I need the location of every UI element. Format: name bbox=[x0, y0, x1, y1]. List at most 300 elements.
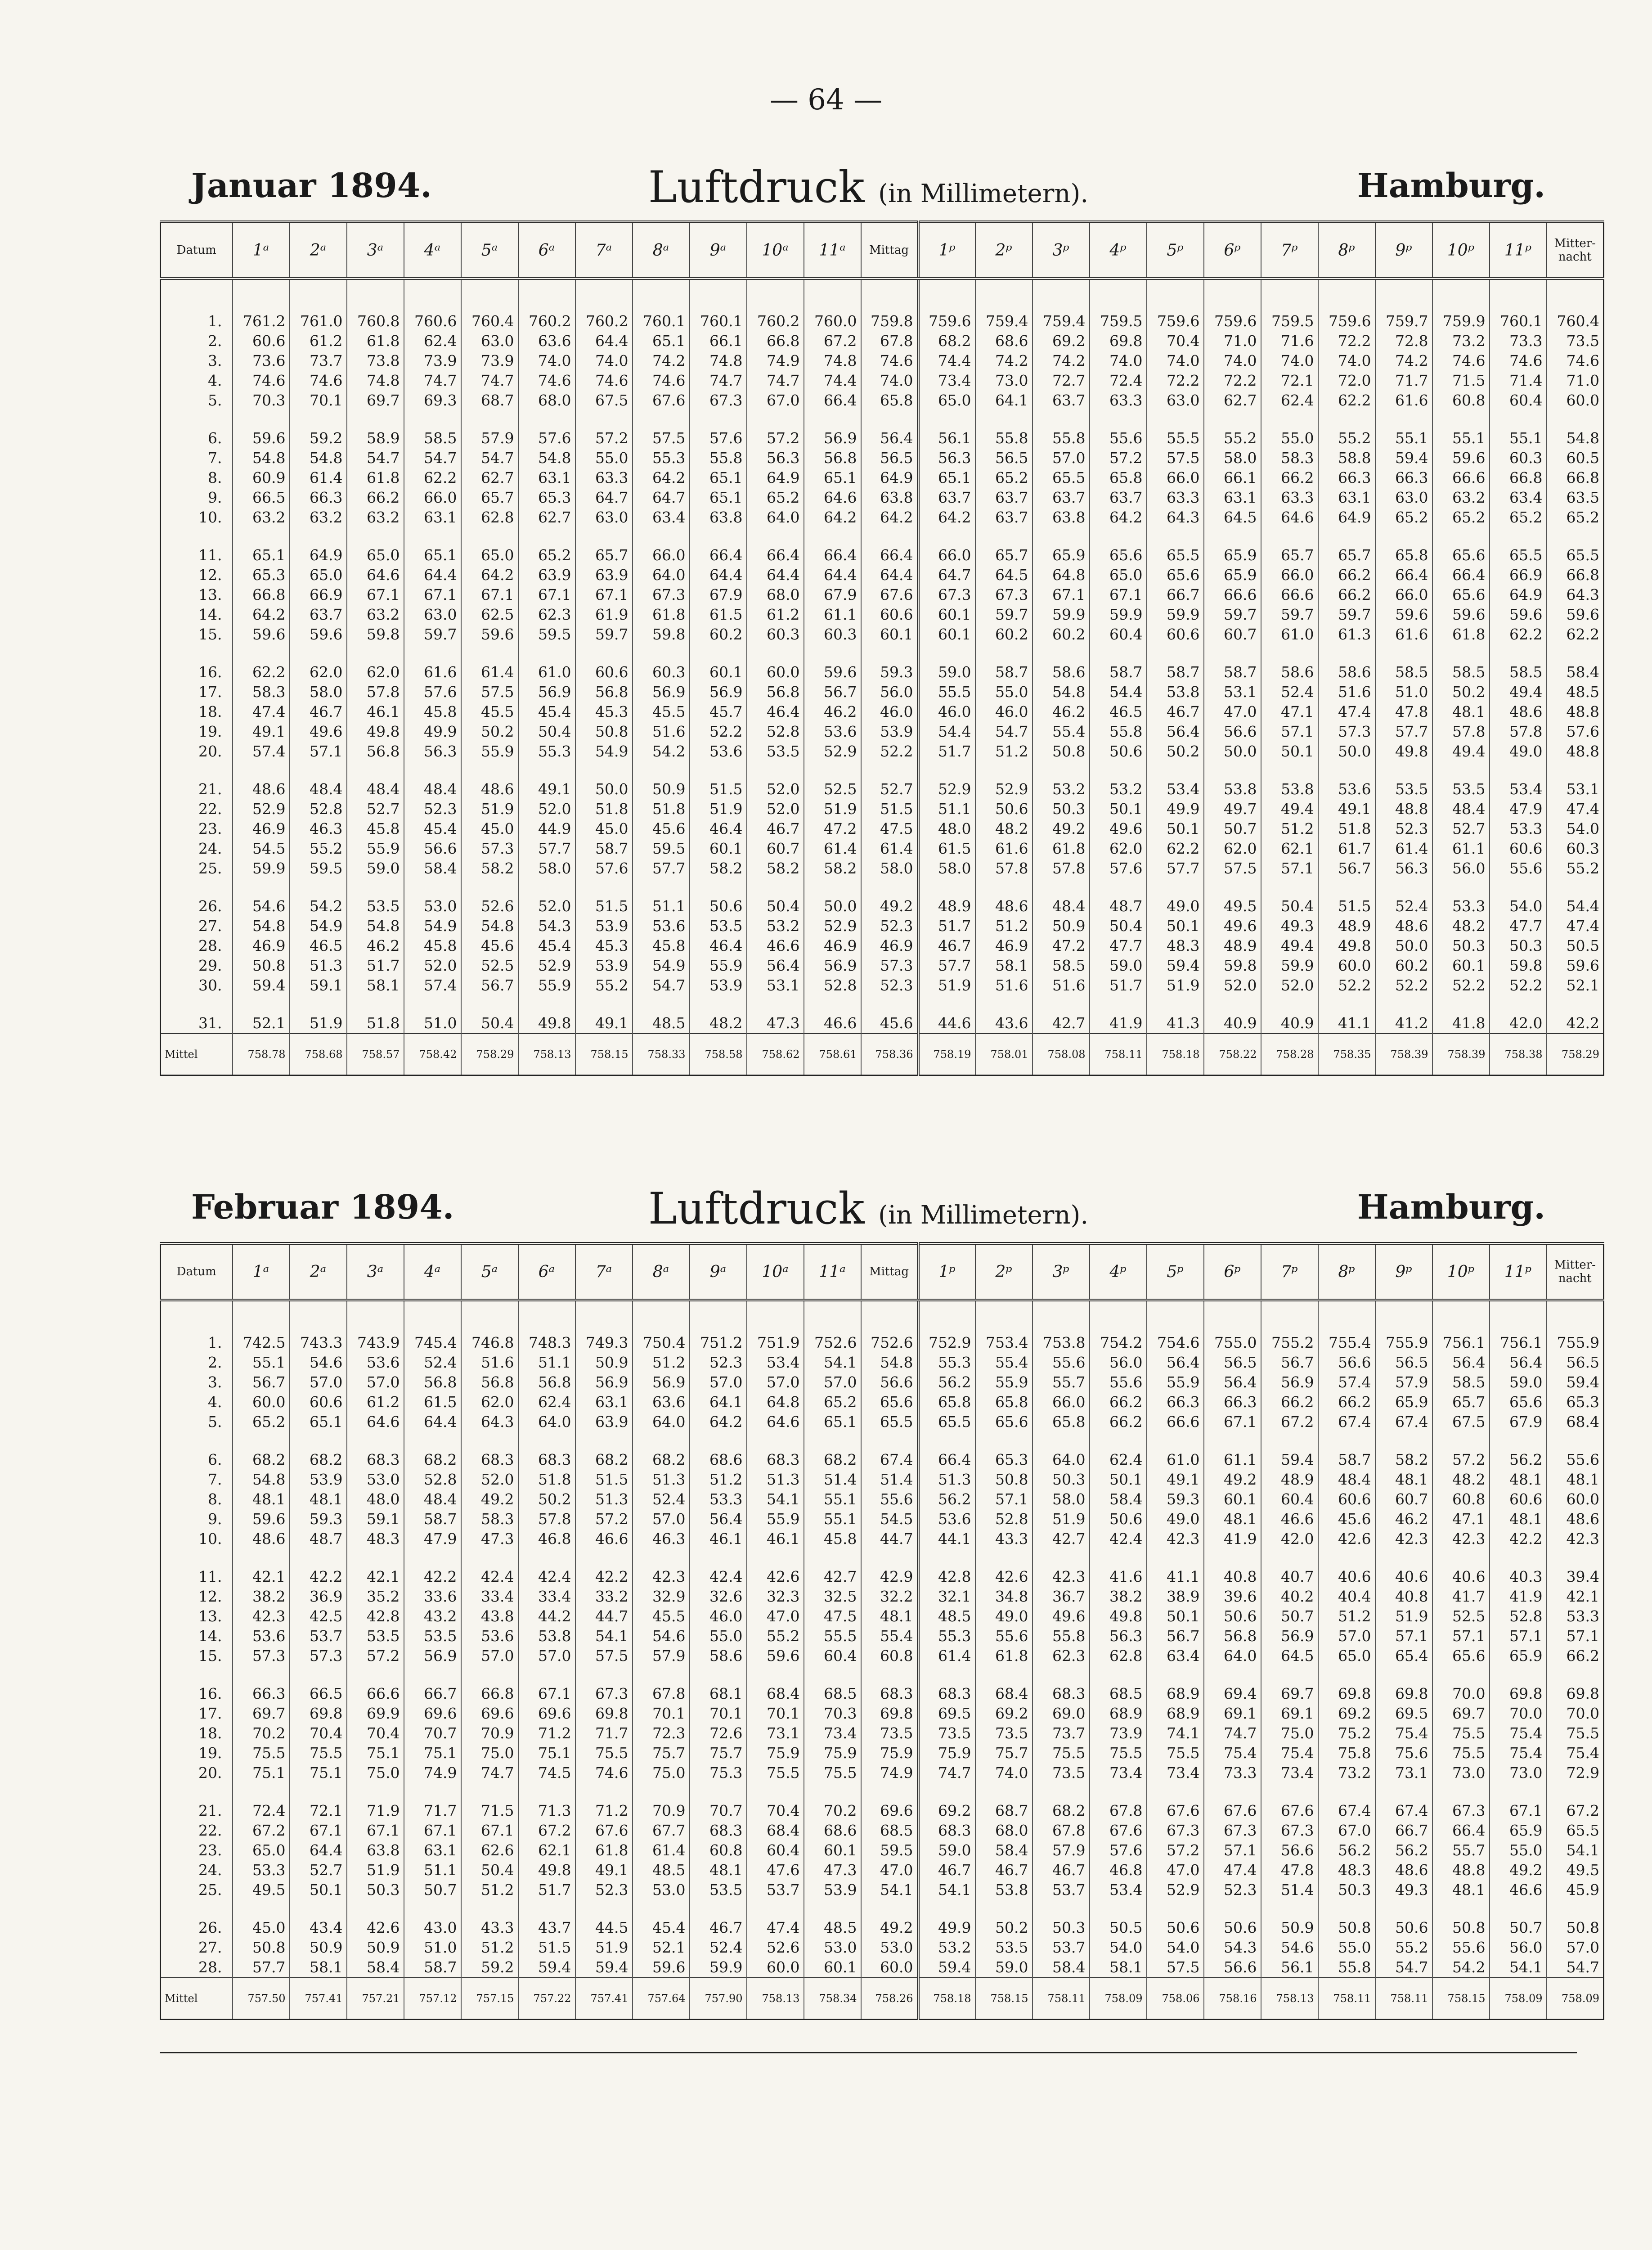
pressure-cell: 66.7 bbox=[1375, 1821, 1432, 1840]
pressure-cell: 43.3 bbox=[461, 1900, 518, 1938]
pressure-cell: 45.4 bbox=[518, 936, 575, 956]
day-cell: 26. bbox=[161, 878, 233, 916]
pressure-cell: 59.6 bbox=[1490, 605, 1547, 625]
pressure-cell: 53.5 bbox=[1432, 761, 1490, 799]
pressure-cell: 60.0 bbox=[1547, 391, 1604, 410]
pressure-cell: 53.2 bbox=[1032, 761, 1090, 799]
pressure-cell: 45.7 bbox=[690, 702, 747, 722]
pressure-cell: 57.7 bbox=[233, 1958, 290, 1978]
january-heading bbox=[160, 158, 1577, 212]
pressure-cell: 46.9 bbox=[233, 936, 290, 956]
pressure-cell: 70.1 bbox=[747, 1704, 804, 1724]
pressure-cell: 64.3 bbox=[1147, 508, 1204, 527]
pressure-cell: 66.2 bbox=[347, 488, 404, 508]
pressure-cell: 760.1 bbox=[1490, 279, 1547, 331]
pressure-cell: 41.6 bbox=[1090, 1549, 1147, 1587]
pressure-cell: 68.1 bbox=[690, 1666, 747, 1704]
january-section bbox=[160, 158, 1599, 1076]
table-row bbox=[161, 859, 1604, 878]
pressure-cell: 46.9 bbox=[861, 936, 918, 956]
pressure-cell: 66.6 bbox=[1432, 468, 1490, 488]
pressure-cell: 67.3 bbox=[575, 1666, 633, 1704]
pressure-cell: 74.7 bbox=[1204, 1724, 1261, 1743]
pressure-cell: 67.3 bbox=[1432, 1783, 1490, 1821]
pressure-cell: 69.1 bbox=[1261, 1704, 1318, 1724]
pressure-cell: 40.6 bbox=[1375, 1549, 1432, 1587]
pressure-cell: 53.8 bbox=[1204, 761, 1261, 799]
mean-cell: 758.22 bbox=[1204, 1034, 1261, 1076]
pressure-cell: 65.3 bbox=[518, 488, 575, 508]
pressure-cell: 50.4 bbox=[1090, 916, 1147, 936]
pressure-cell: 69.6 bbox=[461, 1704, 518, 1724]
pressure-cell: 52.0 bbox=[747, 799, 804, 819]
pressure-cell: 74.6 bbox=[233, 371, 290, 391]
pressure-cell: 65.2 bbox=[747, 488, 804, 508]
pressure-cell: 45.0 bbox=[233, 1900, 290, 1938]
pressure-cell: 73.0 bbox=[975, 371, 1032, 391]
pressure-cell: 67.6 bbox=[575, 1821, 633, 1840]
pressure-cell: 42.3 bbox=[1432, 1529, 1490, 1549]
pressure-cell: 42.3 bbox=[233, 1606, 290, 1626]
pressure-cell: 55.2 bbox=[575, 976, 633, 995]
pressure-cell: 66.4 bbox=[804, 527, 861, 565]
pressure-cell: 64.9 bbox=[1318, 508, 1375, 527]
pressure-cell: 67.1 bbox=[347, 585, 404, 605]
pressure-cell: 56.4 bbox=[1432, 1353, 1490, 1372]
mean-cell: 758.16 bbox=[1204, 1978, 1261, 2020]
day-cell: 16. bbox=[161, 644, 233, 682]
pressure-cell: 39.4 bbox=[1547, 1549, 1604, 1587]
pressure-cell: 57.2 bbox=[747, 410, 804, 448]
mean-cell: 758.08 bbox=[1032, 1034, 1090, 1076]
pressure-cell: 51.3 bbox=[633, 1470, 690, 1490]
pressure-cell: 75.4 bbox=[1547, 1743, 1604, 1763]
pressure-cell: 73.4 bbox=[804, 1724, 861, 1743]
pressure-cell: 47.1 bbox=[1261, 702, 1318, 722]
pressure-cell: 46.0 bbox=[690, 1606, 747, 1626]
table-row bbox=[161, 682, 1604, 702]
pressure-cell: 66.3 bbox=[233, 1666, 290, 1704]
pressure-cell: 70.4 bbox=[747, 1783, 804, 1821]
pressure-cell: 47.8 bbox=[1375, 702, 1432, 722]
pressure-cell: 42.9 bbox=[861, 1549, 918, 1587]
pressure-cell: 51.2 bbox=[975, 742, 1032, 761]
column-header: 4ᵖ bbox=[1090, 1243, 1147, 1300]
pressure-cell: 69.8 bbox=[1375, 1666, 1432, 1704]
pressure-cell: 45.4 bbox=[404, 819, 461, 839]
pressure-cell: 64.6 bbox=[1261, 508, 1318, 527]
pressure-cell: 74.0 bbox=[1318, 351, 1375, 371]
pressure-cell: 69.8 bbox=[1490, 1666, 1547, 1704]
pressure-cell: 755.2 bbox=[1261, 1300, 1318, 1353]
pressure-cell: 71.4 bbox=[1490, 371, 1547, 391]
pressure-cell: 68.2 bbox=[290, 1432, 347, 1470]
pressure-cell: 59.6 bbox=[233, 410, 290, 448]
header-row bbox=[161, 222, 1604, 279]
day-cell: 20. bbox=[161, 742, 233, 761]
table-row bbox=[161, 1666, 1604, 1704]
pressure-cell: 50.8 bbox=[1318, 1900, 1375, 1938]
pressure-cell: 50.1 bbox=[1261, 742, 1318, 761]
pressure-cell: 72.9 bbox=[1547, 1763, 1604, 1783]
pressure-cell: 55.0 bbox=[975, 682, 1032, 702]
pressure-cell: 67.8 bbox=[633, 1666, 690, 1704]
pressure-cell: 66.4 bbox=[747, 527, 804, 565]
mean-cell: 758.15 bbox=[975, 1978, 1032, 2020]
pressure-cell: 58.0 bbox=[290, 682, 347, 702]
pressure-cell: 51.2 bbox=[690, 1470, 747, 1490]
table-row bbox=[161, 371, 1604, 391]
pressure-cell: 57.0 bbox=[518, 1646, 575, 1666]
pressure-cell: 65.1 bbox=[404, 527, 461, 565]
pressure-cell: 62.2 bbox=[233, 644, 290, 682]
pressure-cell: 58.2 bbox=[804, 859, 861, 878]
city-label: Hamburg. bbox=[1357, 166, 1545, 205]
pressure-cell: 64.7 bbox=[575, 488, 633, 508]
pressure-cell: 50.4 bbox=[518, 722, 575, 742]
pressure-cell: 42.8 bbox=[918, 1549, 975, 1587]
pressure-cell: 72.2 bbox=[1204, 371, 1261, 391]
pressure-cell: 65.2 bbox=[1547, 508, 1604, 527]
pressure-cell: 57.3 bbox=[461, 839, 518, 859]
pressure-cell: 57.7 bbox=[633, 859, 690, 878]
pressure-cell: 59.4 bbox=[1547, 1372, 1604, 1392]
pressure-cell: 75.5 bbox=[1147, 1743, 1204, 1763]
column-header: Mittag bbox=[861, 1243, 918, 1300]
pressure-cell: 62.0 bbox=[1090, 839, 1147, 859]
pressure-cell: 65.0 bbox=[233, 1840, 290, 1860]
pressure-cell: 45.4 bbox=[518, 702, 575, 722]
mean-cell: 758.28 bbox=[1261, 1034, 1318, 1076]
pressure-cell: 48.3 bbox=[347, 1529, 404, 1549]
pressure-cell: 61.5 bbox=[918, 839, 975, 859]
pressure-cell: 50.6 bbox=[1090, 1509, 1147, 1529]
pressure-cell: 746.8 bbox=[461, 1300, 518, 1353]
pressure-cell: 60.6 bbox=[1490, 839, 1547, 859]
pressure-cell: 56.2 bbox=[1490, 1432, 1547, 1470]
day-cell: 14. bbox=[161, 605, 233, 625]
pressure-cell: 68.3 bbox=[347, 1432, 404, 1470]
pressure-cell: 74.8 bbox=[690, 351, 747, 371]
pressure-cell: 46.0 bbox=[918, 702, 975, 722]
pressure-cell: 72.8 bbox=[1375, 331, 1432, 351]
pressure-cell: 50.9 bbox=[1261, 1900, 1318, 1938]
pressure-cell: 64.3 bbox=[461, 1412, 518, 1432]
pressure-cell: 58.0 bbox=[518, 859, 575, 878]
pressure-cell: 49.1 bbox=[575, 995, 633, 1034]
pressure-cell: 51.9 bbox=[804, 799, 861, 819]
pressure-cell: 74.9 bbox=[404, 1763, 461, 1783]
pressure-cell: 57.8 bbox=[975, 859, 1032, 878]
pressure-cell: 62.4 bbox=[404, 331, 461, 351]
table-row bbox=[161, 1724, 1604, 1743]
pressure-cell: 64.6 bbox=[804, 488, 861, 508]
pressure-cell: 73.2 bbox=[1432, 331, 1490, 351]
day-cell: 23. bbox=[161, 1840, 233, 1860]
pressure-cell: 53.7 bbox=[747, 1880, 804, 1900]
pressure-cell: 57.1 bbox=[1375, 1626, 1432, 1646]
pressure-cell: 52.1 bbox=[633, 1938, 690, 1958]
pressure-cell: 75.2 bbox=[1318, 1724, 1375, 1743]
pressure-cell: 53.5 bbox=[690, 916, 747, 936]
pressure-cell: 64.7 bbox=[918, 565, 975, 585]
pressure-cell: 67.6 bbox=[1204, 1783, 1261, 1821]
pressure-cell: 74.2 bbox=[633, 351, 690, 371]
column-header: 4ᵃ bbox=[404, 1243, 461, 1300]
pressure-cell: 52.8 bbox=[747, 722, 804, 742]
pressure-cell: 54.3 bbox=[1204, 1938, 1261, 1958]
pressure-cell: 53.1 bbox=[1547, 761, 1604, 799]
pressure-cell: 65.3 bbox=[1547, 1392, 1604, 1412]
pressure-cell: 48.3 bbox=[1318, 1860, 1375, 1880]
mean-cell: 758.09 bbox=[1490, 1978, 1547, 2020]
pressure-cell: 49.5 bbox=[1547, 1860, 1604, 1880]
pressure-cell: 51.2 bbox=[461, 1938, 518, 1958]
pressure-cell: 74.6 bbox=[575, 371, 633, 391]
pressure-cell: 40.7 bbox=[1261, 1549, 1318, 1587]
day-cell: 18. bbox=[161, 1724, 233, 1743]
day-cell: 28. bbox=[161, 1958, 233, 1978]
pressure-cell: 58.5 bbox=[1375, 644, 1432, 682]
pressure-cell: 69.5 bbox=[918, 1704, 975, 1724]
pressure-cell: 52.3 bbox=[575, 1880, 633, 1900]
pressure-cell: 50.1 bbox=[1147, 819, 1204, 839]
pressure-cell: 70.2 bbox=[233, 1724, 290, 1743]
pressure-cell: 57.5 bbox=[1147, 1958, 1204, 1978]
pressure-cell: 749.3 bbox=[575, 1300, 633, 1353]
pressure-cell: 68.7 bbox=[975, 1783, 1032, 1821]
pressure-cell: 66.3 bbox=[1204, 1392, 1261, 1412]
pressure-cell: 55.1 bbox=[804, 1490, 861, 1509]
pressure-cell: 53.9 bbox=[575, 956, 633, 976]
pressure-cell: 56.8 bbox=[404, 1372, 461, 1392]
pressure-cell: 49.6 bbox=[1032, 1606, 1090, 1626]
column-header: 8ᵖ bbox=[1318, 1243, 1375, 1300]
pressure-cell: 56.4 bbox=[1147, 1353, 1204, 1372]
pressure-cell: 64.9 bbox=[861, 468, 918, 488]
pressure-cell: 64.9 bbox=[1490, 585, 1547, 605]
pressure-cell: 48.1 bbox=[690, 1860, 747, 1880]
pressure-cell: 48.4 bbox=[1318, 1470, 1375, 1490]
pressure-cell: 57.9 bbox=[1375, 1372, 1432, 1392]
pressure-cell: 65.6 bbox=[975, 1412, 1032, 1432]
pressure-cell: 63.2 bbox=[1432, 488, 1490, 508]
pressure-cell: 74.7 bbox=[461, 371, 518, 391]
pressure-cell: 75.1 bbox=[404, 1743, 461, 1763]
pressure-cell: 48.1 bbox=[1490, 1470, 1547, 1490]
pressure-cell: 753.4 bbox=[975, 1300, 1032, 1353]
column-header: 9ᵃ bbox=[690, 222, 747, 279]
pressure-cell: 55.1 bbox=[1432, 410, 1490, 448]
pressure-cell: 44.9 bbox=[518, 819, 575, 839]
pressure-cell: 66.2 bbox=[1090, 1412, 1147, 1432]
mean-cell: 758.18 bbox=[918, 1978, 975, 2020]
pressure-cell: 47.4 bbox=[233, 702, 290, 722]
pressure-cell: 760.8 bbox=[347, 279, 404, 331]
pressure-cell: 54.1 bbox=[861, 1880, 918, 1900]
pressure-cell: 74.0 bbox=[1147, 351, 1204, 371]
pressure-cell: 55.1 bbox=[1375, 410, 1432, 448]
pressure-cell: 48.6 bbox=[461, 761, 518, 799]
pressure-cell: 65.0 bbox=[461, 527, 518, 565]
pressure-cell: 59.3 bbox=[290, 1509, 347, 1529]
day-cell: 12. bbox=[161, 565, 233, 585]
pressure-cell: 58.7 bbox=[404, 1509, 461, 1529]
table-row bbox=[161, 1821, 1604, 1840]
pressure-cell: 64.2 bbox=[633, 468, 690, 488]
pressure-cell: 49.2 bbox=[1032, 819, 1090, 839]
pressure-cell: 57.1 bbox=[975, 1490, 1032, 1509]
pressure-cell: 761.2 bbox=[233, 279, 290, 331]
pressure-cell: 48.0 bbox=[347, 1490, 404, 1509]
pressure-cell: 66.3 bbox=[1375, 468, 1432, 488]
pressure-cell: 52.9 bbox=[1147, 1880, 1204, 1900]
pressure-cell: 71.2 bbox=[518, 1724, 575, 1743]
pressure-cell: 55.6 bbox=[975, 1626, 1032, 1646]
pressure-cell: 52.5 bbox=[804, 761, 861, 799]
pressure-cell: 42.4 bbox=[461, 1549, 518, 1587]
pressure-cell: 58.4 bbox=[347, 1958, 404, 1978]
pressure-cell: 43.0 bbox=[404, 1900, 461, 1938]
pressure-cell: 66.8 bbox=[1547, 565, 1604, 585]
table-row bbox=[161, 1509, 1604, 1529]
pressure-cell: 48.9 bbox=[1261, 1470, 1318, 1490]
pressure-cell: 66.6 bbox=[1261, 585, 1318, 605]
pressure-cell: 47.0 bbox=[1147, 1860, 1204, 1880]
pressure-cell: 55.6 bbox=[1490, 859, 1547, 878]
pressure-cell: 74.6 bbox=[518, 371, 575, 391]
pressure-cell: 51.9 bbox=[1147, 976, 1204, 995]
pressure-cell: 64.6 bbox=[747, 1412, 804, 1432]
pressure-cell: 54.1 bbox=[918, 1880, 975, 1900]
day-cell: 3. bbox=[161, 1372, 233, 1392]
pressure-cell: 65.6 bbox=[1432, 1646, 1490, 1666]
pressure-cell: 73.5 bbox=[861, 1724, 918, 1743]
pressure-cell: 50.7 bbox=[1204, 819, 1261, 839]
mean-label: Mittel bbox=[161, 1978, 233, 2020]
pressure-cell: 55.2 bbox=[1204, 410, 1261, 448]
pressure-cell: 75.5 bbox=[290, 1743, 347, 1763]
pressure-cell: 52.9 bbox=[518, 956, 575, 976]
pressure-cell: 50.3 bbox=[1032, 1900, 1090, 1938]
pressure-cell: 66.4 bbox=[1432, 1821, 1490, 1840]
table-row bbox=[161, 508, 1604, 527]
pressure-cell: 49.1 bbox=[1147, 1470, 1204, 1490]
pressure-cell: 58.1 bbox=[1090, 1958, 1147, 1978]
pressure-cell: 74.6 bbox=[1490, 351, 1547, 371]
pressure-cell: 750.4 bbox=[633, 1300, 690, 1353]
pressure-cell: 51.5 bbox=[575, 1470, 633, 1490]
pressure-cell: 56.4 bbox=[1204, 1372, 1261, 1392]
pressure-cell: 60.6 bbox=[1147, 625, 1204, 644]
pressure-cell: 48.4 bbox=[1032, 878, 1090, 916]
pressure-cell: 755.9 bbox=[1547, 1300, 1604, 1353]
pressure-cell: 67.4 bbox=[1375, 1412, 1432, 1432]
pressure-cell: 50.6 bbox=[975, 799, 1032, 819]
pressure-cell: 66.6 bbox=[347, 1666, 404, 1704]
pressure-cell: 56.7 bbox=[233, 1372, 290, 1392]
pressure-cell: 72.4 bbox=[233, 1783, 290, 1821]
pressure-cell: 60.3 bbox=[804, 625, 861, 644]
pressure-cell: 54.8 bbox=[461, 916, 518, 936]
pressure-cell: 56.9 bbox=[575, 1372, 633, 1392]
pressure-cell: 34.8 bbox=[975, 1587, 1032, 1606]
day-cell: 16. bbox=[161, 1666, 233, 1704]
pressure-cell: 67.9 bbox=[804, 585, 861, 605]
pressure-cell: 57.6 bbox=[1090, 1840, 1147, 1860]
pressure-cell: 57.6 bbox=[404, 682, 461, 702]
pressure-cell: 49.2 bbox=[861, 1900, 918, 1938]
pressure-cell: 50.2 bbox=[1432, 682, 1490, 702]
pressure-cell: 57.0 bbox=[747, 1372, 804, 1392]
pressure-cell: 61.6 bbox=[1375, 625, 1432, 644]
pressure-cell: 75.5 bbox=[804, 1763, 861, 1783]
pressure-cell: 42.6 bbox=[347, 1900, 404, 1938]
pressure-cell: 56.7 bbox=[461, 976, 518, 995]
mean-cell: 758.11 bbox=[1318, 1978, 1375, 2020]
day-cell: 30. bbox=[161, 976, 233, 995]
pressure-cell: 54.2 bbox=[1432, 1958, 1490, 1978]
pressure-cell: 48.1 bbox=[861, 1606, 918, 1626]
pressure-cell: 43.2 bbox=[404, 1606, 461, 1626]
table-row bbox=[161, 279, 1604, 331]
pressure-cell: 66.8 bbox=[461, 1666, 518, 1704]
pressure-cell: 75.0 bbox=[347, 1763, 404, 1783]
pressure-cell: 50.4 bbox=[461, 995, 518, 1034]
pressure-cell: 67.4 bbox=[1375, 1783, 1432, 1821]
pressure-cell: 57.2 bbox=[575, 1509, 633, 1529]
pressure-cell: 73.0 bbox=[1432, 1763, 1490, 1783]
pressure-cell: 60.8 bbox=[1432, 391, 1490, 410]
pressure-cell: 56.5 bbox=[861, 448, 918, 468]
column-header: 3ᵖ bbox=[1032, 222, 1090, 279]
pressure-cell: 45.3 bbox=[575, 936, 633, 956]
pressure-cell: 48.6 bbox=[233, 761, 290, 799]
pressure-cell: 62.6 bbox=[461, 1840, 518, 1860]
table-row bbox=[161, 625, 1604, 644]
pressure-cell: 50.0 bbox=[575, 761, 633, 799]
pressure-cell: 75.7 bbox=[975, 1743, 1032, 1763]
pressure-cell: 42.2 bbox=[404, 1549, 461, 1587]
pressure-cell: 56.6 bbox=[1204, 722, 1261, 742]
pressure-cell: 56.2 bbox=[1318, 1840, 1375, 1860]
pressure-cell: 50.9 bbox=[347, 1938, 404, 1958]
pressure-cell: 61.4 bbox=[1375, 839, 1432, 859]
day-cell: 8. bbox=[161, 1490, 233, 1509]
pressure-cell: 58.8 bbox=[1318, 448, 1375, 468]
pressure-cell: 40.8 bbox=[1204, 1549, 1261, 1587]
pressure-cell: 75.1 bbox=[233, 1763, 290, 1783]
pressure-cell: 66.4 bbox=[690, 527, 747, 565]
pressure-cell: 49.1 bbox=[575, 1860, 633, 1880]
pressure-cell: 59.6 bbox=[233, 625, 290, 644]
pressure-cell: 52.5 bbox=[1432, 1606, 1490, 1626]
pressure-cell: 65.1 bbox=[804, 1412, 861, 1432]
mean-cell: 758.36 bbox=[861, 1034, 918, 1076]
pressure-cell: 53.4 bbox=[1490, 761, 1547, 799]
pressure-cell: 75.5 bbox=[1090, 1743, 1147, 1763]
pressure-cell: 51.6 bbox=[1032, 976, 1090, 995]
pressure-cell: 70.3 bbox=[804, 1704, 861, 1724]
pressure-cell: 46.1 bbox=[347, 702, 404, 722]
pressure-cell: 47.7 bbox=[1090, 936, 1147, 956]
pressure-cell: 72.1 bbox=[290, 1783, 347, 1821]
pressure-cell: 54.7 bbox=[975, 722, 1032, 742]
pressure-cell: 46.3 bbox=[633, 1529, 690, 1549]
pressure-cell: 67.9 bbox=[1490, 1412, 1547, 1432]
pressure-cell: 71.7 bbox=[575, 1724, 633, 1743]
pressure-cell: 67.7 bbox=[633, 1821, 690, 1840]
